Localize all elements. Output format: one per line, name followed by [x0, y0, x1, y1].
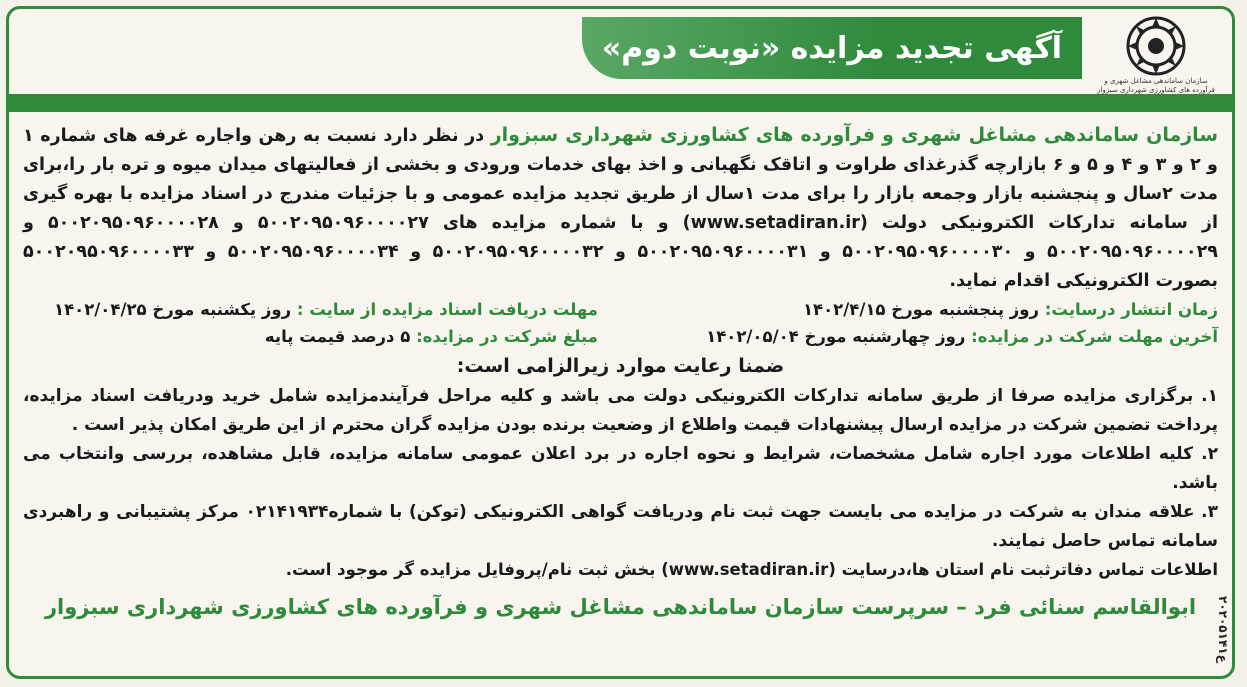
header	[9, 9, 1232, 114]
requirements-heading: ضمنا رعایت موارد زیرالزامی است:	[456, 355, 785, 377]
doc-deadline-value: روز یکشنبه مورخ ۱۴۰۲/۰۴/۲۵	[54, 300, 297, 319]
participation-fee-value: ۵ درصد قیمت پایه	[264, 327, 417, 346]
advertisement-body	[23, 121, 1218, 676]
logo-caption: سازمان ساماندهی مشاغل شهری و فرآورده های کشاورزی شهرداری سبزوار	[1097, 77, 1215, 94]
doc-deadline-label: مهلت دریافت اسناد مزایده از سایت :	[296, 300, 598, 319]
contact-info: اطلاعات تماس دفاترثبت نام استان ها،درسایت (www.setadiran.ir) بخش ثبت نام/پروفایل مزایده گر موجود است.	[285, 560, 1218, 579]
publish-date-value: روز پنجشنبه مورخ ۱۴۰۲/۴/۱۵	[802, 300, 1045, 319]
intro-paragraph	[23, 121, 1218, 296]
participation-fee-label: مبلغ شرکت در مزایده:	[416, 327, 598, 346]
publish-date	[598, 296, 1218, 323]
last-deadline-value: روز چهارشنبه مورخ ۱۴۰۲/۰۵/۰۴	[706, 327, 972, 346]
advertisement-frame	[6, 6, 1235, 679]
organization-name: سازمان ساماندهی مشاغل شهری و فرآورده های کشاورزی شهرداری سبزوار	[490, 124, 1219, 146]
side-code: ع۲۰۲۰۵۱۴۱	[1216, 595, 1230, 663]
organization-logo	[1096, 15, 1216, 105]
dates-row-1	[23, 296, 1218, 323]
logo-emblem-icon	[1125, 15, 1187, 77]
requirement-item-1: ۱. برگزاری مزایده صرفا از طریق سامانه تدارکات الکترونیکی دولت می باشد و کلیه مراحل فرآیندمزایده شامل خرید ودریافت اسناد مزایده، پرداخت تضمین شرکت در مزایده ارسال پیشنهادات قیمت واطلاع از وضعیت برنده بودن مزایده گران محترم از این طریق امکان پذیر است .	[23, 386, 1218, 435]
participation-fee	[28, 323, 598, 350]
last-deadline-label: آخرین مهلت شرکت در مزایده:	[971, 327, 1218, 346]
intro-text: در نظر دارد نسبت به رهن واجاره غرفه های شماره ۱ و ۲ و ۳ و ۴ و ۵ و ۶ بازارچه گذرغذای طراوت و اتاقک نگهبانی و اخذ بهای خدمات ورودی و بخشی از فعالیتهای میدان میوه و تره بار را،برای مدت ۲سال و پنجشنبه بازار وجمعه بازار را برای مدت ۱سال از طریق تجدید مزایده عمومی و با جزئیات مندرج در اسناد مزایده با بهره گیری از سامانه تدارکات الکترونیکی دولت (www.setadiran.ir) و با شماره مزایده های ۵۰۰۲۰۹۵۰۹۶۰۰۰۰۲۷ و ۵۰۰۲۰۹۵۰۹۶۰۰۰۰۲۸ و ۵۰۰۲۰۹۵۰۹۶۰۰۰۰۲۹ و ۵۰۰۲۰۹۵۰۹۶۰۰۰۰۳۰ و ۵۰۰۲۰۹۵۰۹۶۰۰۰۰۳۱ و ۵۰۰۲۰۹۵۰۹۶۰۰۰۰۳۲ و ۵۰۰۲۰۹۵۰۹۶۰۰۰۰۳۴ و ۵۰۰۲۰۹۵۰۹۶۰۰۰۰۳۳ بصورت الکترونیکی اقدام نماید.	[23, 126, 1218, 291]
doc-deadline	[28, 296, 598, 323]
last-deadline	[598, 323, 1218, 350]
page-title: آگهی تجدید مزایده «نوبت دوم»	[601, 30, 1063, 66]
title-banner	[582, 17, 1082, 79]
requirement-item-2: ۲. کلیه اطلاعات مورد اجاره شامل مشخصات، شرایط و نحوه اجاره در برد اعلان عمومی سامانه مزایده، قابل مشاهده، بررسی وانتخاب می باشد.	[23, 444, 1218, 493]
publish-date-label: زمان انتشار درسایت:	[1044, 300, 1218, 319]
signature: ابوالقاسم سنائی فرد – سرپرست سازمان ساماندهی مشاغل شهری و فرآورده های کشاورزی شهرداری سبزوار	[44, 595, 1197, 619]
dates-row-2	[23, 323, 1218, 350]
requirement-item-3: ۳. علاقه مندان به شرکت در مزایده می بایست جهت ثبت نام ودریافت گواهی الکترونیکی (توکن) با شماره۰۲۱۴۱۹۳۴ مرکز پشتیبانی و راهبردی سامانه تماس حاصل نمایند.	[23, 502, 1218, 551]
banner-strip	[9, 94, 1232, 112]
